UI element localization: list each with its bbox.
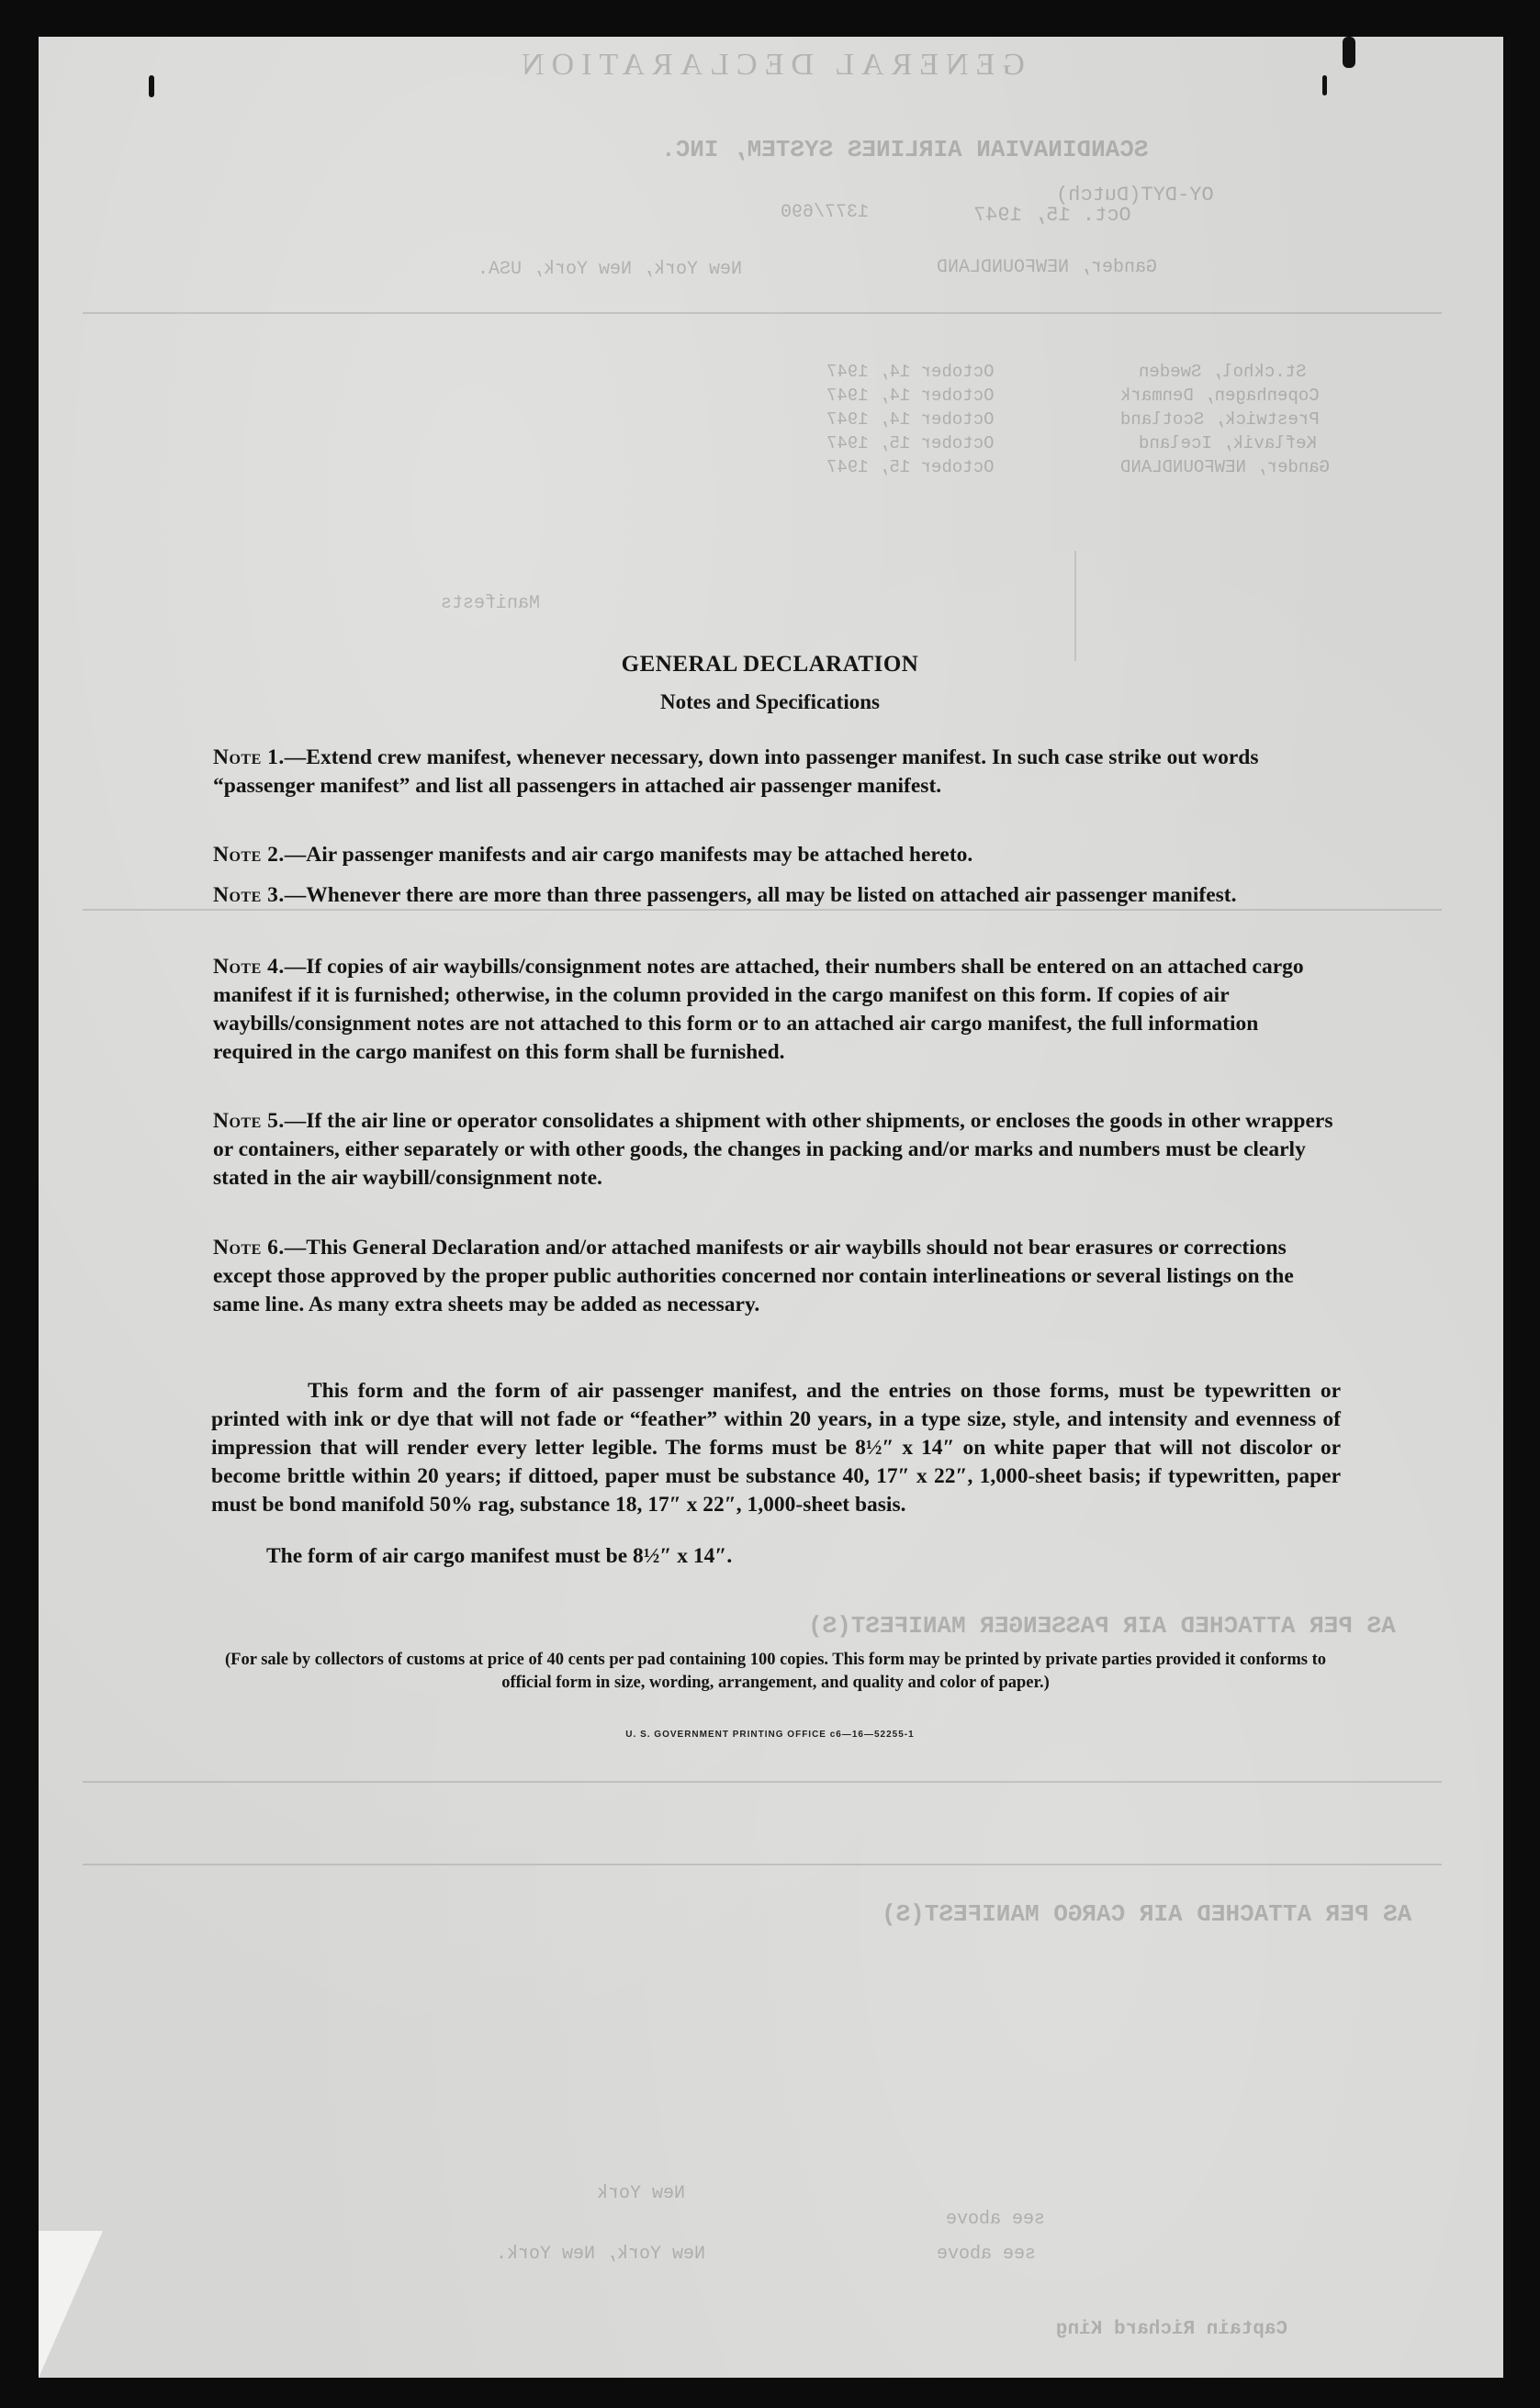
note-6	[213, 1234, 1338, 1319]
folded-corner	[39, 2231, 103, 2378]
bleed-destination-2: New York, New York.	[496, 2244, 706, 2265]
form-requirements-paragraph: This form and the form of air passenger manifest, and the entries on those forms, must be typewritten or printed with ink or dye that will not fade or “feather” within 20 years, in a type size, style, and intensity and evenness of impression that will render every letter legible. The forms must be 8½″ x 14″ on white paper that will not discolor or become brittle within 20 years; if dittoed, paper must be substance 40, 17″ x 22″, 1,000-sheet basis; if typewritten, paper must be bond manifold 50% rag, substance 18, 17″ x 22″, 1,000-sheet basis.	[211, 1379, 1341, 1517]
note-2	[213, 841, 1338, 869]
itinerary-row: Keflavik, Iceland	[1139, 433, 1317, 454]
printing-office-line: U. S. GOVERNMENT PRINTING OFFICE c6—16—52255-1	[625, 1730, 915, 1740]
bleed-rule	[1074, 551, 1076, 661]
note-label: Note 6.	[213, 1236, 285, 1260]
note-1	[213, 744, 1338, 801]
note-text: —If the air line or operator consolidates a shipment with other shipments, or encloses the goods in other wrappers or containers, either separately or with other goods, the changes in packing and/or marks and numbers must be clearly stated in the air waybill/consignment note.	[213, 1109, 1333, 1190]
bleed-rule	[83, 1864, 1442, 1865]
bleed-rule	[83, 1781, 1442, 1783]
itinerary-row-date: October 15, 1947	[826, 457, 995, 477]
bleed-date: Oct. 15, 1947	[973, 204, 1131, 227]
note-text: —Extend crew manifest, whenever necessary, down into passenger manifest. In such case strike out words “passenger manifest” and list all passengers in attached air passenger manifest.	[213, 745, 1259, 798]
declaration-title: GENERAL DECLARATION	[621, 652, 919, 677]
itinerary-row-date: October 14, 1947	[826, 362, 995, 382]
sale-notice: (For sale by collectors of customs at price of 40 cents per pad containing 100 copies. This form may be printed by private parties provided it conforms to official form in size, wording, arrangement, and quality and color of paper.)	[225, 1651, 1326, 1692]
itinerary-row-date: October 15, 1947	[826, 433, 995, 454]
bleed-manifests: Manifests	[441, 593, 541, 614]
itinerary-row: Copenhagen, Denmark	[1120, 386, 1320, 406]
note-5	[213, 1107, 1338, 1193]
ink-mark	[1322, 75, 1327, 95]
declaration-subtitle: Notes and Specifications	[660, 690, 880, 713]
cargo-manifest-size: The form of air cargo manifest must be 8½″ x 14″.	[266, 1544, 733, 1568]
bleed-port-of-entry: New York, New York, USA.	[478, 259, 743, 280]
note-text: —If copies of air waybills/consignment notes are attached, their numbers shall be entered on an attached cargo manifest if it is furnished; otherwise, in the column provided in the cargo manifest on this form. If copies of air waybills/consignment notes are not attached to this form or to an attached air cargo manifest, the full information required in the cargo manifest on this form shall be furnished.	[213, 955, 1304, 1064]
note-label: Note 1.	[213, 745, 285, 769]
bleed-aircraft: OY-DYT(Dutch)	[1056, 184, 1214, 207]
itinerary-row-date: October 14, 1947	[826, 409, 995, 430]
bleed-captain: Captain Richard King	[1056, 2319, 1288, 2340]
note-text: —Whenever there are more than three passengers, all may be listed on attached air passenger manifest.	[284, 883, 1237, 907]
ink-mark	[1343, 37, 1355, 68]
bleed-see-above-2: see above	[937, 2244, 1037, 2265]
note-text: —This General Declaration and/or attached manifests or air waybills should not bear erasures or corrections except those approved by the proper public authorities concerned nor contain interlineations or several listings on the same line. As many extra sheets may be added as necessary.	[213, 1236, 1294, 1316]
note-label: Note 5.	[213, 1109, 285, 1133]
note-text: —Air passenger manifests and air cargo manifests may be attached hereto.	[284, 843, 973, 867]
bleed-destination-1: New York	[597, 2183, 686, 2204]
itinerary-row: Prestwick, Scotland	[1120, 409, 1320, 430]
note-3	[213, 881, 1338, 910]
bleed-airline: SCANDINAVIAN AIRLINES SYSTEM, INC.	[661, 136, 1149, 163]
bleed-passenger-stamp: AS PER ATTACHED AIR PASSENGER MANIFEST(S)	[808, 1612, 1396, 1640]
bleed-flight: 1377/690	[781, 202, 870, 223]
note-label: Note 4.	[213, 955, 285, 979]
bleed-header: GENERAL DECLARATION	[514, 48, 1025, 82]
bleed-cargo-stamp: AS PER ATTACHED AIR CARGO MANIFEST(S)	[882, 1900, 1412, 1928]
itinerary-row: St.ckhol, Sweden	[1139, 362, 1307, 382]
ink-mark	[149, 75, 154, 97]
bleed-see-above-1: see above	[946, 2209, 1046, 2230]
note-4	[213, 953, 1338, 1067]
bleed-port-of-clearance: Gander, NEWFOUNDLAND	[937, 257, 1158, 278]
bleed-rule	[83, 312, 1442, 314]
itinerary-row: Gander, NEWFOUNDLAND	[1120, 457, 1331, 477]
itinerary-row-date: October 14, 1947	[826, 386, 995, 406]
note-label: Note 2.	[213, 843, 285, 867]
note-label: Note 3.	[213, 883, 285, 907]
